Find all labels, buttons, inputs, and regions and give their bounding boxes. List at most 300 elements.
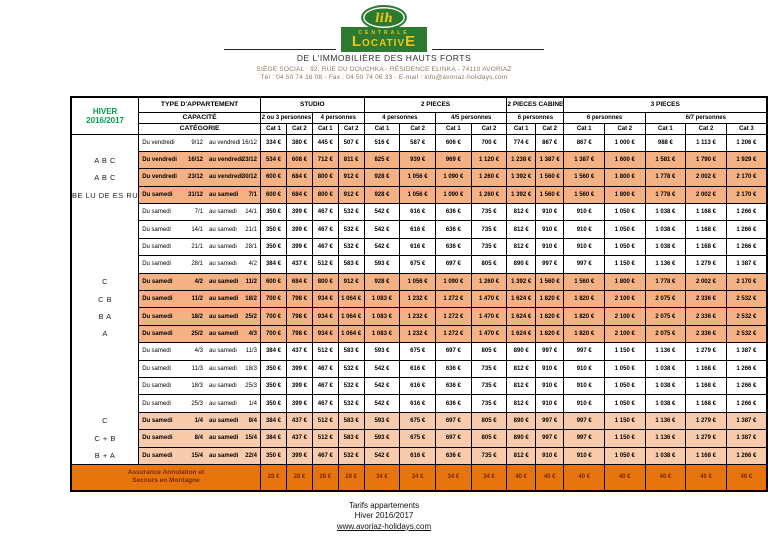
- price-cell: 2 100 €: [605, 325, 646, 342]
- price-cell: 384 €: [260, 256, 286, 273]
- price-cell: 2 170 €: [726, 169, 767, 186]
- season-cell: [71, 97, 139, 134]
- date-from-value: 4/2: [194, 278, 204, 285]
- date-from-day: Du samedi: [142, 417, 173, 424]
- date-from-value: 25/3: [191, 400, 204, 407]
- price-cell: 384 €: [260, 412, 286, 429]
- date-from-value: 8/4: [194, 435, 204, 442]
- category-header: Cat 2: [471, 123, 507, 134]
- date-range: [139, 244, 260, 250]
- capacity-header-0-0: 2 ou 3 personnes: [260, 112, 312, 123]
- price-cell: 616 €: [400, 447, 436, 465]
- price-cell: 1 168 €: [686, 447, 727, 465]
- price-cell: 684 €: [286, 169, 312, 186]
- price-cell: 1 038 €: [645, 395, 686, 412]
- date-to-day: au vendredi: [209, 139, 241, 146]
- price-cell: 798 €: [286, 291, 312, 308]
- price-cell: 675 €: [400, 430, 436, 447]
- row-label-category: CATÉGORIE: [139, 123, 261, 134]
- price-cell: 1 392 €: [507, 186, 536, 203]
- price-cell: 735 €: [471, 238, 507, 255]
- category-header: Cat 2: [286, 123, 312, 134]
- season-line-2: 2016/2017: [86, 115, 124, 125]
- price-cell: 437 €: [286, 343, 312, 360]
- category-header: Cat 2: [605, 123, 646, 134]
- price-cell: 1 064 €: [338, 308, 364, 325]
- date-to-value: 1/4: [248, 400, 257, 407]
- price-cell: 593 €: [364, 256, 400, 273]
- date-range: [139, 331, 260, 337]
- price-cell: 1 800 €: [605, 186, 646, 203]
- price-cell: 467 €: [312, 204, 338, 221]
- price-cell: 1 624 €: [507, 308, 536, 325]
- price-cell: 1 038 €: [645, 360, 686, 377]
- price-cell: 507 €: [338, 134, 364, 151]
- price-cell: 467 €: [312, 238, 338, 255]
- period-row: [71, 412, 767, 429]
- assurance-price-cell: 40 €: [535, 465, 564, 491]
- category-header: Cat 1: [645, 123, 686, 134]
- price-cell: 1 168 €: [686, 377, 727, 394]
- date-from-value: 1/4: [194, 417, 204, 424]
- price-cell: 1 392 €: [507, 273, 536, 290]
- price-cell: 675 €: [400, 343, 436, 360]
- price-cell: 380 €: [286, 134, 312, 151]
- period-row: [71, 308, 767, 325]
- price-cell: 1 206 €: [726, 134, 767, 151]
- address-line-2: Tél : 04 50 74 16 08 - Fax : 04 50 74 06 33 - E-mail : info@avoriaz-holidays.com: [260, 74, 508, 81]
- assurance-price-cell: 28 €: [312, 465, 338, 491]
- date-to-value: 25/2: [245, 313, 257, 320]
- header-row-groups: [71, 97, 767, 112]
- price-cell: 910 €: [564, 377, 605, 394]
- capacity-header-1-0: 4 personnes: [364, 112, 435, 123]
- group-header-0: STUDIO: [260, 97, 364, 112]
- period-row: [71, 377, 767, 394]
- date-to-value: 23/12: [241, 157, 257, 164]
- date-from-value: 11/2: [191, 296, 204, 303]
- date-to-day: au samedi: [209, 191, 239, 198]
- date-range-cell: [139, 412, 261, 429]
- footer-website-link[interactable]: www.avoriaz-holidays.com: [336, 521, 432, 531]
- price-cell: 1 624 €: [507, 325, 536, 342]
- period-row: [71, 360, 767, 377]
- price-cell: 350 €: [260, 447, 286, 465]
- zone-label-8: C: [102, 277, 109, 287]
- address-line-1: SIÈGE SOCIAL : 92, RUE DU DOUCHKA - RÉSIDENCE ELINKA - 74110 AVORIAZ: [256, 66, 512, 73]
- price-cell: 516 €: [364, 134, 400, 151]
- price-cell: 583 €: [338, 343, 364, 360]
- period-row: [71, 256, 767, 273]
- price-cell: 812 €: [507, 377, 536, 394]
- price-cell: 1 820 €: [535, 291, 564, 308]
- price-cell: 910 €: [564, 221, 605, 238]
- price-cell: 1 136 €: [645, 343, 686, 360]
- date-from-day: Du samedi: [142, 209, 171, 216]
- price-cell: 399 €: [286, 238, 312, 255]
- capacity-header-3-0: 6 personnes: [564, 112, 645, 123]
- price-cell: 812 €: [507, 221, 536, 238]
- date-to-day: au samedi: [209, 209, 237, 216]
- date-range-cell: [139, 343, 261, 360]
- date-from-day: Du samedi: [142, 400, 171, 407]
- price-cell: 334 €: [260, 134, 286, 151]
- date-from-value: 14/1: [191, 226, 204, 233]
- price-cell: 1 279 €: [686, 412, 727, 429]
- price-cell: 608 €: [286, 151, 312, 168]
- zone-label-5: [72, 221, 138, 238]
- price-cell: 988 €: [645, 134, 686, 151]
- price-cell: 636 €: [436, 204, 472, 221]
- price-cell: 1 790 €: [686, 151, 727, 168]
- date-range: [139, 401, 260, 407]
- price-cell: 997 €: [535, 412, 564, 429]
- price-cell: 600 €: [260, 186, 286, 203]
- price-cell: 542 €: [364, 377, 400, 394]
- price-cell: 467 €: [312, 221, 338, 238]
- price-cell: 910 €: [535, 204, 564, 221]
- date-to-value: 22/4: [245, 452, 257, 459]
- period-row: [71, 204, 767, 221]
- date-from-day: Du vendredi: [142, 157, 177, 164]
- price-cell: 1 387 €: [726, 430, 767, 447]
- price-cell: 532 €: [338, 204, 364, 221]
- price-cell: 1 050 €: [605, 377, 646, 394]
- season-line-1: HIVER: [92, 106, 118, 116]
- price-cell: 1 232 €: [400, 308, 436, 325]
- price-cell: 800 €: [312, 186, 338, 203]
- price-cell: 1 113 €: [686, 134, 727, 151]
- price-cell: 350 €: [260, 377, 286, 394]
- period-row: [71, 169, 767, 186]
- price-cell: 600 €: [260, 273, 286, 290]
- assurance-price-cell: 28 €: [260, 465, 286, 491]
- price-cell: 350 €: [260, 360, 286, 377]
- price-cell: 2 532 €: [726, 291, 767, 308]
- price-cell: 532 €: [338, 238, 364, 255]
- price-cell: 399 €: [286, 204, 312, 221]
- price-cell: 1 266 €: [726, 204, 767, 221]
- zone-label-14: [72, 377, 138, 394]
- date-to-day: au samedi: [209, 452, 239, 459]
- price-cell: 805 €: [471, 412, 507, 429]
- price-cell: 616 €: [400, 377, 436, 394]
- price-cell: 910 €: [535, 238, 564, 255]
- date-range-cell: [139, 238, 261, 255]
- date-from-day: Du samedi: [142, 452, 173, 459]
- date-to-day: au samedi: [209, 365, 237, 372]
- price-cell: 910 €: [564, 360, 605, 377]
- price-cell: 1 560 €: [564, 169, 605, 186]
- date-from-value: 7/1: [194, 209, 204, 216]
- date-from-day: Du samedi: [142, 330, 173, 337]
- price-cell: 1 279 €: [686, 430, 727, 447]
- price-cell: 675 €: [400, 412, 436, 429]
- zone-label-7: [72, 256, 138, 273]
- price-cell: 735 €: [471, 377, 507, 394]
- price-cell: 697 €: [436, 430, 472, 447]
- price-cell: 1 600 €: [605, 151, 646, 168]
- price-cell: 1 232 €: [400, 325, 436, 342]
- date-to-value: 21/1: [245, 226, 257, 233]
- price-cell: 606 €: [436, 134, 472, 151]
- date-to-day: au samedi: [209, 296, 239, 303]
- price-cell: 1 168 €: [686, 395, 727, 412]
- price-cell: 700 €: [260, 325, 286, 342]
- price-cell: 437 €: [286, 412, 312, 429]
- price-cell: 437 €: [286, 256, 312, 273]
- footer-season: Hiver 2016/2017: [354, 511, 414, 521]
- price-cell: 934 €: [312, 308, 338, 325]
- price-cell: 593 €: [364, 430, 400, 447]
- date-from-day: Du samedi: [142, 296, 173, 303]
- assurance-price-cell: 40 €: [564, 465, 605, 491]
- date-to-day: au samedi: [209, 400, 237, 407]
- price-cell: 1 800 €: [605, 273, 646, 290]
- date-range: [139, 418, 260, 424]
- category-header: Cat 1: [564, 123, 605, 134]
- price-cell: 890 €: [507, 343, 536, 360]
- price-cell: 1 266 €: [726, 221, 767, 238]
- price-cell: 1 272 €: [436, 308, 472, 325]
- period-row: [71, 291, 767, 308]
- zone-label-2: A B C: [94, 173, 116, 183]
- date-from-value: 16/12: [188, 157, 204, 164]
- logo-oval-icon: [361, 5, 407, 30]
- period-row: [71, 186, 767, 203]
- price-cell: 910 €: [535, 360, 564, 377]
- price-cell: 542 €: [364, 360, 400, 377]
- price-cell: 467 €: [312, 395, 338, 412]
- period-row: [71, 238, 767, 255]
- price-cell: 532 €: [338, 360, 364, 377]
- date-from-day: Du samedi: [142, 313, 173, 320]
- date-range-cell: [139, 308, 261, 325]
- price-cell: 1 083 €: [364, 308, 400, 325]
- date-range-cell: [139, 151, 261, 168]
- price-cell: 1 056 €: [400, 169, 436, 186]
- price-cell: 2 075 €: [645, 291, 686, 308]
- zone-label-10: B A: [98, 312, 112, 322]
- price-cell: 1 800 €: [605, 169, 646, 186]
- date-to-day: au samedi: [209, 278, 239, 285]
- zone-label-11: A: [102, 329, 108, 339]
- price-cell: 445 €: [312, 134, 338, 151]
- price-cell: 1 272 €: [436, 325, 472, 342]
- zone-label-stack: [72, 135, 138, 465]
- price-cell: 1 150 €: [605, 343, 646, 360]
- price-cell: 910 €: [564, 447, 605, 465]
- capacity-header-2-0: 6 personnes: [507, 112, 564, 123]
- price-cell: 1 820 €: [564, 291, 605, 308]
- assurance-label-line-2: Secours en Montagne: [132, 477, 200, 485]
- date-to-day: au samedi: [209, 435, 239, 442]
- price-cell: 997 €: [564, 256, 605, 273]
- price-cell: 910 €: [564, 238, 605, 255]
- date-to-value: 8/4: [248, 417, 257, 424]
- price-cell: 437 €: [286, 430, 312, 447]
- date-range-cell: [139, 169, 261, 186]
- date-from-day: Du samedi: [142, 348, 171, 355]
- price-cell: 684 €: [286, 186, 312, 203]
- price-cell: 700 €: [471, 134, 507, 151]
- price-cell: 1 168 €: [686, 360, 727, 377]
- price-cell: 910 €: [535, 447, 564, 465]
- assurance-price-cell: 34 €: [364, 465, 400, 491]
- date-range: [139, 227, 260, 233]
- row-label-type: TYPE D'APPARTEMENT: [139, 97, 261, 112]
- zone-label-13: [72, 360, 138, 377]
- price-cell: 1 560 €: [535, 169, 564, 186]
- price-cell: 910 €: [535, 221, 564, 238]
- price-cell: 890 €: [507, 256, 536, 273]
- price-cell: 1 581 €: [645, 151, 686, 168]
- zone-label-16: C: [102, 416, 109, 426]
- date-from-value: 18/3: [191, 383, 204, 390]
- price-cell: 542 €: [364, 395, 400, 412]
- price-cell: 636 €: [436, 377, 472, 394]
- price-cell: 1 266 €: [726, 238, 767, 255]
- price-cell: 1 387 €: [564, 151, 605, 168]
- period-row: [71, 430, 767, 447]
- price-cell: 1 000 €: [605, 134, 646, 151]
- price-cell: 1 778 €: [645, 273, 686, 290]
- date-from-value: 23/12: [188, 174, 204, 181]
- price-cell: 735 €: [471, 395, 507, 412]
- group-header-3: 3 PIECES: [564, 97, 767, 112]
- letterhead: [0, 0, 768, 82]
- date-range: [139, 192, 260, 198]
- price-cell: 2 002 €: [686, 273, 727, 290]
- date-from-day: Du samedi: [142, 191, 173, 198]
- zone-label-9: C B: [98, 294, 113, 304]
- category-header: Cat 1: [364, 123, 400, 134]
- date-from-day: Du samedi: [142, 435, 173, 442]
- date-range: [139, 157, 260, 163]
- date-to-value: 18/3: [245, 365, 257, 372]
- assurance-price-cell: 46 €: [726, 465, 767, 491]
- category-header: Cat 1: [312, 123, 338, 134]
- price-cell: 1 090 €: [436, 273, 472, 290]
- price-cell: 1 050 €: [605, 238, 646, 255]
- period-row: [71, 447, 767, 465]
- price-cell: 675 €: [400, 256, 436, 273]
- price-cell: 1 136 €: [645, 412, 686, 429]
- date-to-day: au vendredi: [209, 174, 243, 181]
- price-cell: 532 €: [338, 395, 364, 412]
- price-cell: 1 136 €: [645, 256, 686, 273]
- price-cell: 350 €: [260, 204, 286, 221]
- price-cell: 2 532 €: [726, 308, 767, 325]
- price-cell: 1 064 €: [338, 325, 364, 342]
- price-cell: 1 056 €: [400, 273, 436, 290]
- price-cell: 812 €: [507, 238, 536, 255]
- price-cell: 384 €: [260, 430, 286, 447]
- date-to-value: 7/1: [248, 191, 257, 198]
- price-cell: 1 929 €: [726, 151, 767, 168]
- price-cell: 1 266 €: [726, 377, 767, 394]
- price-cell: 890 €: [507, 430, 536, 447]
- category-header: Cat 2: [338, 123, 364, 134]
- price-cell: 1 090 €: [436, 169, 472, 186]
- price-cell: 636 €: [436, 238, 472, 255]
- price-cell: 399 €: [286, 395, 312, 412]
- group-header-1: 2 PIECES: [364, 97, 507, 112]
- price-cell: 697 €: [436, 343, 472, 360]
- date-to-day: au samedi: [209, 330, 239, 337]
- date-to-value: 11/2: [245, 278, 257, 285]
- price-cell: 805 €: [471, 256, 507, 273]
- price-cell: 1 260 €: [471, 169, 507, 186]
- price-cell: 583 €: [338, 412, 364, 429]
- date-to-day: au samedi: [209, 226, 237, 233]
- date-range-cell: [139, 377, 261, 394]
- period-row: [71, 395, 767, 412]
- price-cell: 2 002 €: [686, 169, 727, 186]
- zone-label-12: [72, 343, 138, 360]
- price-cell: 2 170 €: [726, 186, 767, 203]
- date-range-cell: [139, 447, 261, 465]
- price-cell: 636 €: [436, 447, 472, 465]
- price-cell: 928 €: [364, 273, 400, 290]
- tariff-table: [70, 96, 768, 492]
- assurance-price-cell: 34 €: [471, 465, 507, 491]
- price-cell: 890 €: [507, 412, 536, 429]
- price-cell: 636 €: [436, 221, 472, 238]
- price-cell: 1 136 €: [645, 430, 686, 447]
- assurance-price-cell: 28 €: [338, 465, 364, 491]
- price-cell: 912 €: [338, 186, 364, 203]
- zone-label-17: C + B: [94, 433, 116, 443]
- price-cell: 1 820 €: [564, 308, 605, 325]
- date-from-day: Du samedi: [142, 244, 171, 251]
- price-cell: 1 560 €: [564, 186, 605, 203]
- price-cell: 512 €: [312, 430, 338, 447]
- price-cell: 812 €: [507, 204, 536, 221]
- price-cell: 1 056 €: [400, 186, 436, 203]
- logo-script-text: lih: [375, 10, 393, 25]
- price-cell: 1 038 €: [645, 221, 686, 238]
- period-row: [71, 273, 767, 290]
- assurance-price-cell: 34 €: [400, 465, 436, 491]
- price-cell: 1 560 €: [535, 186, 564, 203]
- assurance-label-cell: [71, 465, 260, 491]
- category-header: Cat 2: [535, 123, 564, 134]
- price-cell: 1 083 €: [364, 291, 400, 308]
- assurance-price-cell: 40 €: [507, 465, 536, 491]
- price-cell: 1 050 €: [605, 204, 646, 221]
- price-cell: 1 038 €: [645, 377, 686, 394]
- assurance-price-cell: 28 €: [286, 465, 312, 491]
- zone-label-1: A B C: [94, 156, 116, 166]
- price-cell: 811 €: [338, 151, 364, 168]
- price-cell: 399 €: [286, 447, 312, 465]
- price-cell: 805 €: [471, 430, 507, 447]
- assurance-row: [71, 465, 767, 491]
- date-to-day: au samedi: [209, 244, 237, 251]
- price-cell: 1 560 €: [564, 273, 605, 290]
- price-cell: 684 €: [286, 273, 312, 290]
- price-cell: 1 083 €: [364, 325, 400, 342]
- date-range-cell: [139, 134, 261, 151]
- assurance-label-line-1: Assurance Annulation et: [127, 469, 205, 477]
- date-to-value: 4/2: [248, 261, 257, 268]
- price-cell: 512 €: [312, 343, 338, 360]
- category-header: Cat 3: [726, 123, 767, 134]
- price-cell: 1 232 €: [400, 291, 436, 308]
- zone-label-3: BE LU DE ES RU: [72, 190, 139, 200]
- date-to-value: 14/1: [245, 209, 257, 216]
